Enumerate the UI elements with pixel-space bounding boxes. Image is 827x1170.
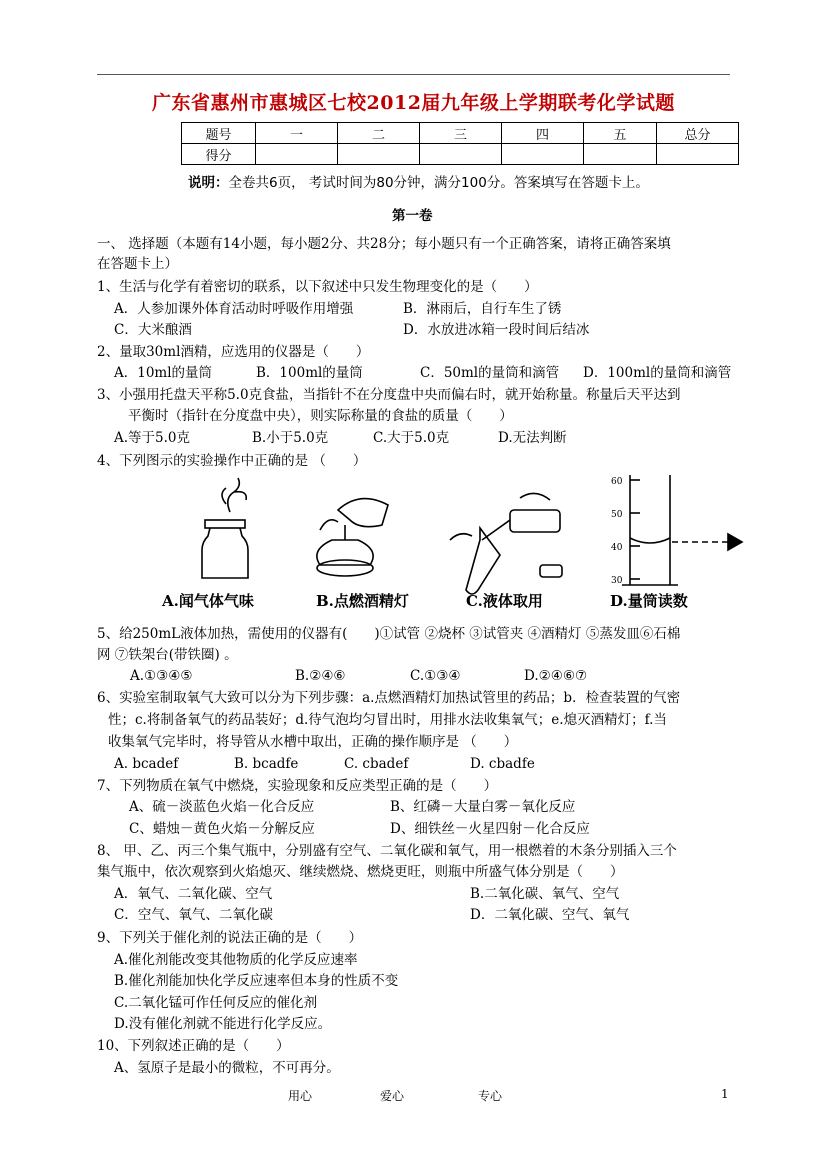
question-stem: 5、给250mL液体加热，需使用的仪器有( )①试管 ②烧杯 ③试管夹 ④酒精灯 ⑤蒸发皿⑥石棉 — [97, 626, 681, 642]
option-c: C.①③④ — [410, 668, 461, 684]
bottle-figure — [202, 478, 248, 578]
score-header-cell: 一 — [256, 123, 338, 144]
score-row-label: 得分 — [182, 144, 256, 165]
option-b: B. bcadfe — [234, 756, 299, 772]
option-d: D.没有催化剂就不能进行化学反应。 — [114, 1016, 332, 1032]
score-cell — [256, 144, 338, 165]
option-c: C.二氧化锰可作任何反应的催化剂 — [114, 995, 318, 1011]
question-stem-cont: 集气瓶中，依次观察到火焰熄灭、继续燃烧、燃烧更旺，则瓶中所盛气体分别是（ ） — [97, 864, 624, 880]
question-stem-cont: 平衡时（指针在分度盘中央），则实际称量的食盐的质量（ ） — [128, 408, 513, 424]
option-d: D．100ml的量筒和滴管 — [583, 365, 732, 381]
option-a: A、氢原子是最小的微粒，不可再分。 — [114, 1060, 340, 1076]
score-header-cell: 总分 — [657, 123, 739, 144]
option-d: D．水放进冰箱一段时间后结冰 — [403, 322, 590, 338]
part-heading-cont: 在答题卡上） — [97, 256, 178, 272]
score-header-cell: 题号 — [182, 123, 256, 144]
footer-item: 用心 — [288, 1089, 313, 1103]
figure-caption-a: A.闻气体气味 — [162, 592, 254, 610]
option-c: C、蜡烛－黄色火焰－分解反应 — [129, 821, 315, 837]
document-title: 广东省惠州市惠城区七校2012届九年级上学期联考化学试题 — [152, 92, 675, 114]
option-c: C.大于5.0克 — [373, 430, 450, 446]
score-cell — [502, 144, 584, 165]
question-stem: 7、下列物质在氧气中燃烧，实验现象和反应类型正确的是（ ） — [97, 778, 498, 794]
score-table — [181, 122, 739, 165]
option-a: A.①③④⑤ — [130, 668, 193, 684]
question-stem: 8、 甲、乙、丙三个集气瓶中，分别盛有空气、二氧化碳和氧气，用一根燃着的木条分别插入三个 — [97, 843, 677, 859]
score-cell — [657, 144, 739, 165]
question-stem: 1、生活与化学有着密切的联系，以下叙述中只发生物理变化的是（ ） — [97, 279, 538, 295]
part-heading: 一、 选择题（本题有14小题，每小题2分、共28分；每小题只有一个正确答案，请将正确答案填 — [97, 236, 671, 252]
score-table-header-row — [182, 123, 739, 144]
header-rule — [97, 74, 730, 75]
option-c: C．50ml的量筒和滴管 — [420, 365, 560, 381]
footer-item: 爱心 — [380, 1089, 405, 1103]
question-stem-cont: 网 ⑦铁架台(带铁圈) 。 — [97, 647, 238, 663]
option-a: A．人参加课外体育活动时呼吸作用增强 — [114, 301, 354, 317]
figure-caption-c: C.液体取用 — [466, 592, 543, 610]
score-cell — [338, 144, 420, 165]
score-table-score-row — [182, 144, 739, 165]
option-c: C. cbadef — [344, 756, 409, 772]
page-number: 1 — [721, 1087, 729, 1101]
option-a: A．10ml的量筒 — [114, 365, 213, 381]
score-header-cell: 五 — [584, 123, 657, 144]
option-b: B．100ml的量筒 — [256, 365, 363, 381]
option-c: C．大米酿酒 — [114, 322, 192, 338]
option-d: D、细铁丝－火星四射－化合反应 — [390, 821, 590, 837]
footer-item: 专心 — [478, 1089, 503, 1103]
tick-label: 30 — [611, 576, 623, 586]
tick-label: 50 — [611, 510, 623, 520]
option-b: B、红磷－大量白雾－氧化反应 — [390, 799, 576, 815]
question-stem: 9、下列关于催化剂的说法正确的是（ ） — [97, 930, 363, 946]
score-header-cell: 三 — [420, 123, 502, 144]
option-d: D.②④⑥⑦ — [524, 668, 588, 684]
figure-caption-d: D.量筒读数 — [610, 592, 688, 610]
score-header-cell: 二 — [338, 123, 420, 144]
question-stem: 4、下列图示的实验操作中正确的是 （ ） — [97, 453, 367, 469]
option-a: A. bcadef — [114, 756, 179, 772]
question-stem: 3、小强用托盘天平称5.0克食盐，当指针不在分度盘中央而偏右时，就开始称量。称量后天平达到 — [97, 387, 681, 403]
score-cell — [584, 144, 657, 165]
question-stem-cont: 性；c.将制备氧气的药品装好；d.待气泡均匀冒出时，用排水法收集氧气；e.熄灭酒精灯；f.当 — [108, 712, 667, 728]
instructions — [188, 173, 649, 193]
question-stem: 10、下列叙述正确的是（ ） — [97, 1038, 290, 1054]
pouring-figure — [450, 493, 562, 594]
figure-caption-b: B.点燃酒精灯 — [316, 592, 409, 610]
option-a: A.催化剂能改变其他物质的化学反应速率 — [114, 952, 358, 968]
alcohol-lamp-figure — [317, 499, 388, 576]
option-d: D.无法判断 — [498, 430, 567, 446]
option-b: B.小于5.0克 — [252, 430, 329, 446]
question-stem: 6、实验室制取氧气大致可以分为下列步骤：a.点燃酒精灯加热试管里的药品；b．检查装置的气密 — [97, 690, 681, 706]
option-d: D. cbadfe — [470, 756, 535, 772]
option-a: A、硫－淡蓝色火焰－化合反应 — [129, 799, 315, 815]
tick-label: 60 — [611, 477, 623, 487]
question-stem: 2、量取30ml酒精，应选用的仪器是（ ） — [97, 344, 370, 360]
score-cell — [420, 144, 502, 165]
option-b: B.二氧化碳、氧气、空气 — [470, 886, 620, 902]
question-stem-cont: 收集氧气完毕时，将导管从水槽中取出，正确的操作顺序是 （ ） — [108, 734, 518, 750]
cylinder-figure — [622, 475, 742, 585]
section-title: 第一卷 — [392, 208, 433, 224]
instructions-text: 全卷共6页， 考试时间为80分钟，满分100分。答案填写在答题卡上。 — [228, 175, 649, 191]
option-d: D．二氧化碳、空气、氧气 — [470, 907, 630, 923]
instructions-label: 说明： — [188, 175, 229, 191]
option-b: B.②④⑥ — [295, 668, 346, 684]
option-b: B.催化剂能加快化学反应速率但本身的性质不变 — [114, 973, 399, 989]
option-b: B．淋雨后，自行车生了锈 — [403, 301, 562, 317]
option-c: C．空气、氧气、二氧化碳 — [114, 907, 273, 923]
score-header-cell: 四 — [502, 123, 584, 144]
option-a: A．氧气、二氧化碳、空气 — [114, 886, 273, 902]
tick-label: 40 — [611, 543, 623, 553]
option-a: A.等于5.0克 — [114, 430, 191, 446]
